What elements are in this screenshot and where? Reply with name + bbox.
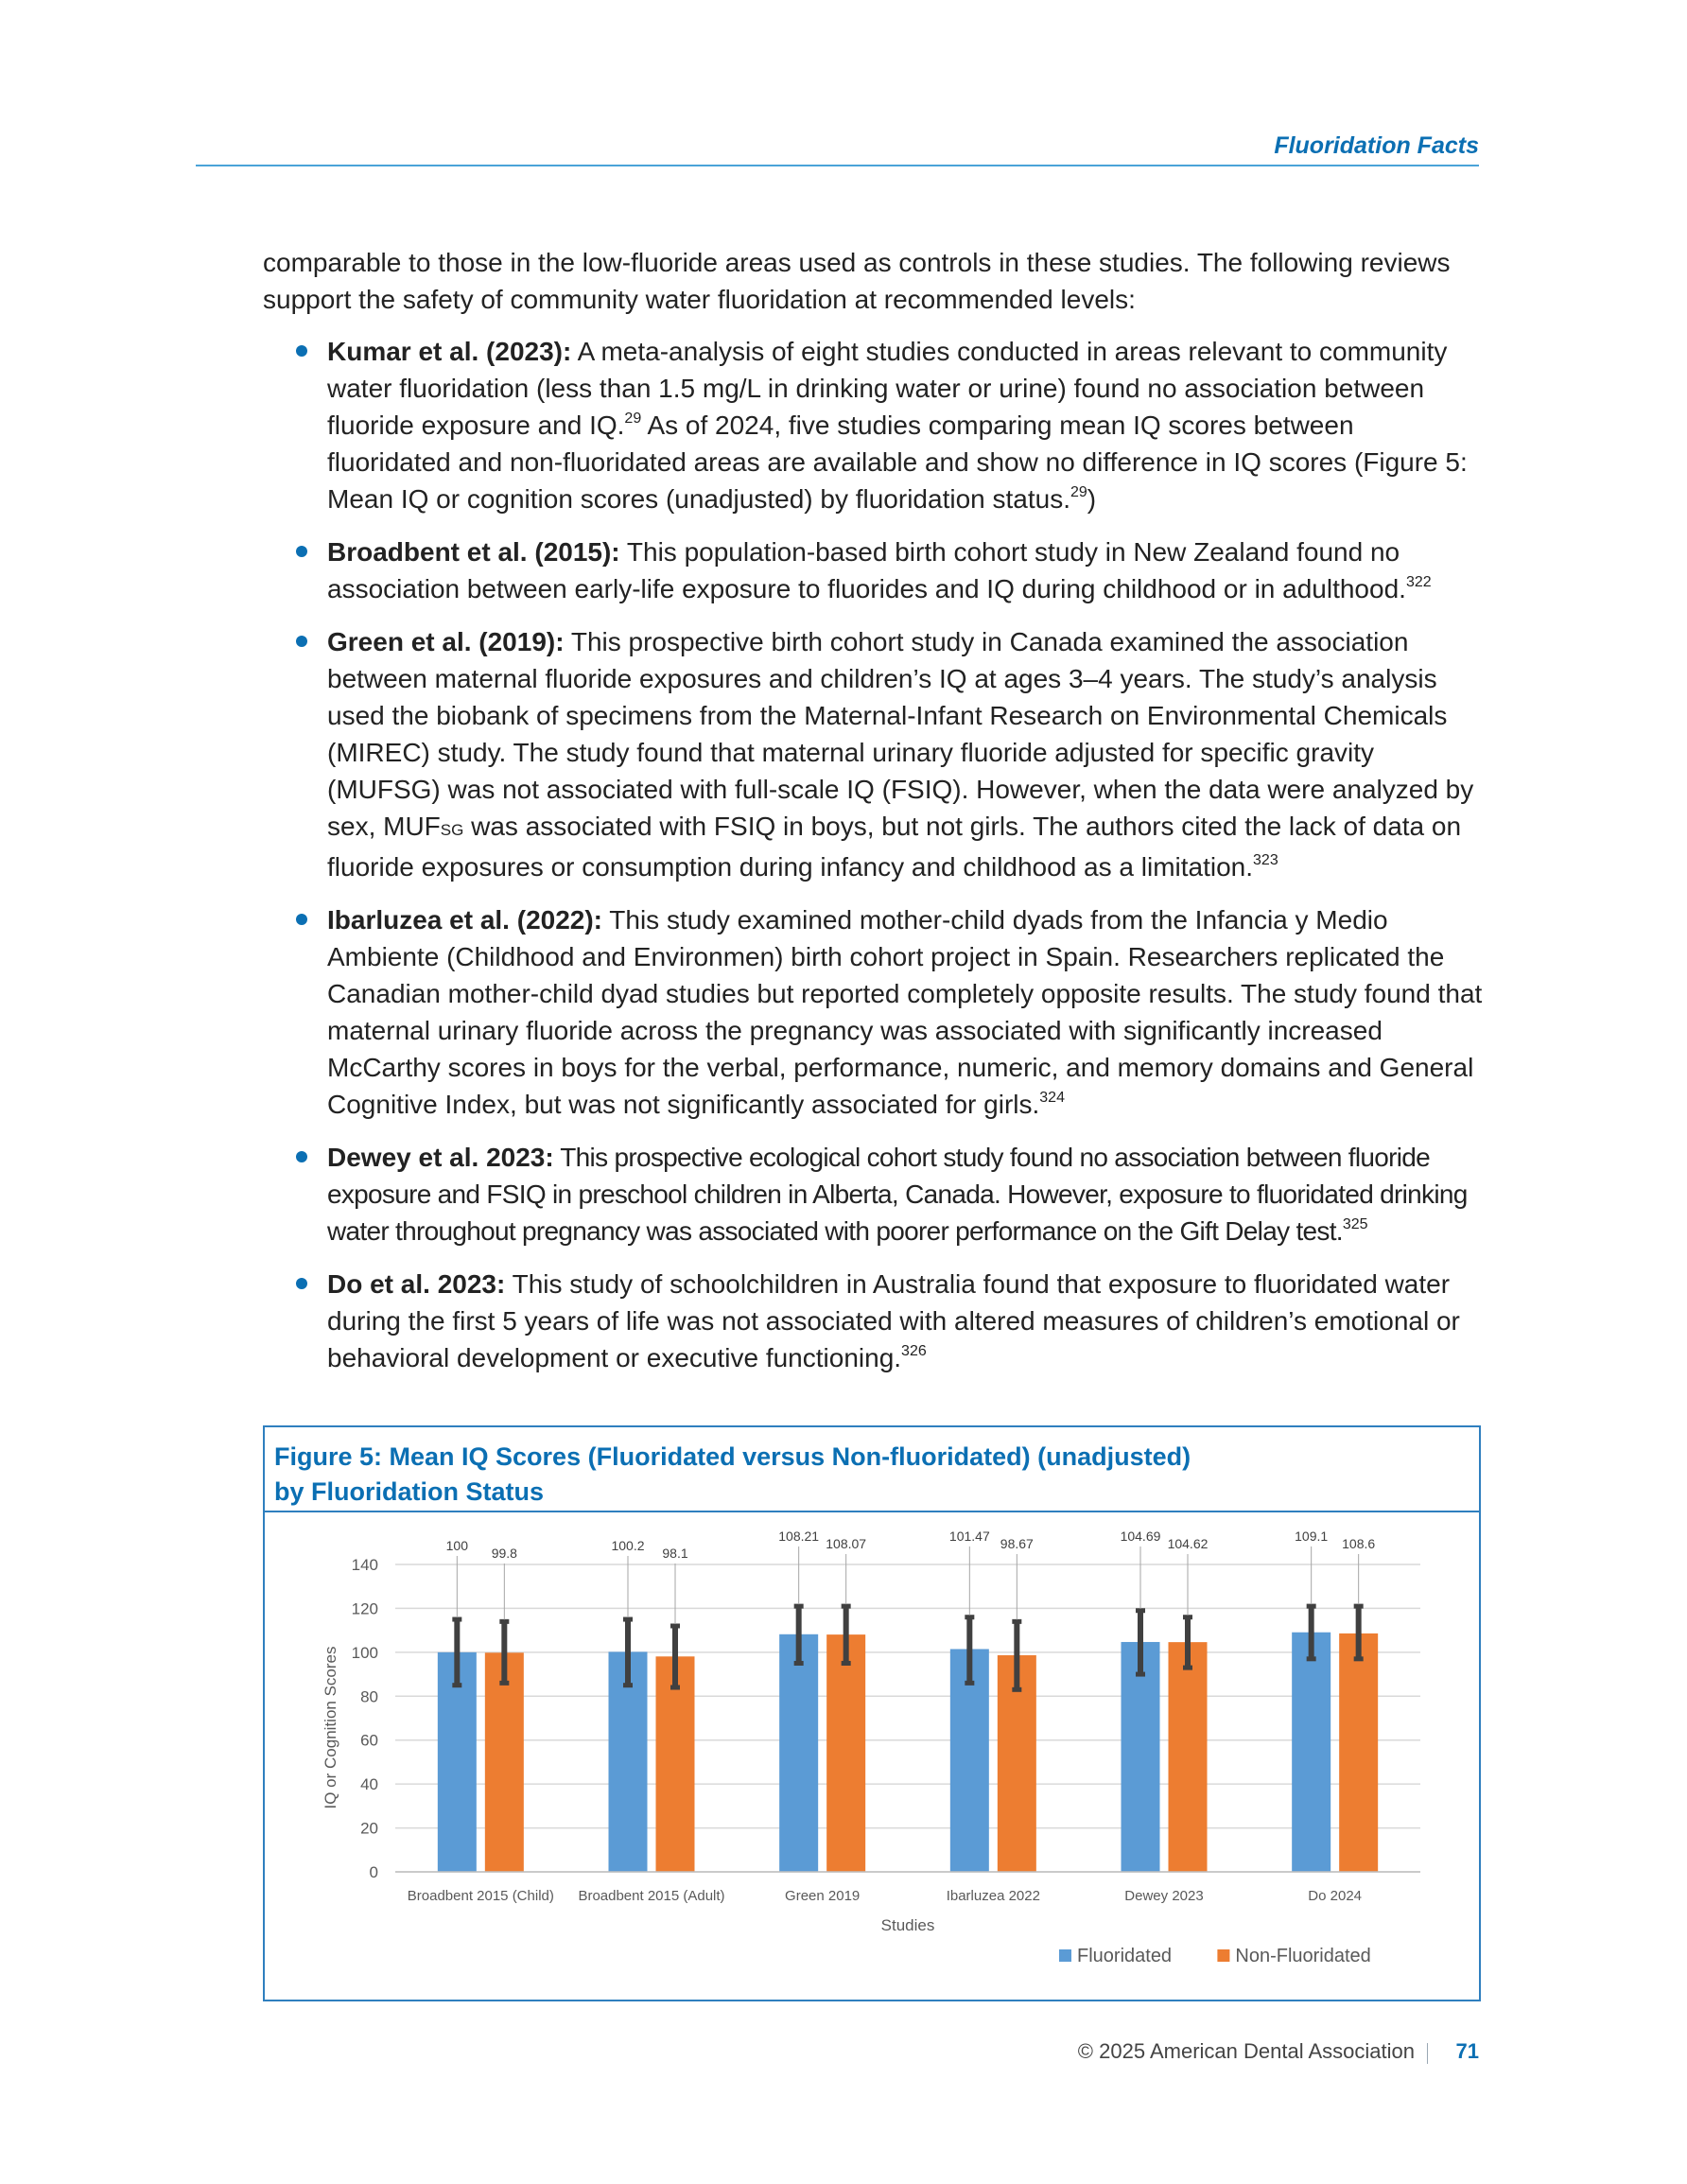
x-tick-label: Broadbent 2015 (Child): [407, 1888, 554, 1904]
bullet-icon: [296, 1278, 307, 1289]
review-text: was associated with FSIQ in boys, but not girls. The authors cited the lack of data on fluoride exposures or consumption during infancy and childhood as a limitation.: [327, 812, 1462, 882]
data-label: 99.8: [491, 1546, 517, 1561]
bar-fluoridated: [1292, 1633, 1330, 1872]
review-lead: Broadbent et al. (2015):: [327, 537, 620, 567]
bar-non-fluoridated: [1339, 1634, 1378, 1872]
review-text: A meta-analysis of eight studies conducted in areas relevant to community water fluoridation (less than 1.5 mg/L in drinking water or urine) found no association between fluoride exposure and IQ.: [327, 337, 1448, 440]
x-tick-label: Ibarluzea 2022: [946, 1888, 1040, 1904]
citation: 325: [1342, 1216, 1368, 1232]
y-tick-label: 120: [351, 1599, 378, 1618]
bar-non-fluoridated: [826, 1634, 865, 1872]
body-text: [263, 244, 1483, 1392]
review-lead: Ibarluzea et al. (2022):: [327, 905, 603, 935]
data-label: 108.21: [778, 1529, 820, 1544]
citation: 29: [624, 411, 642, 427]
data-label: 98.67: [1000, 1536, 1034, 1551]
bullet-icon: [296, 345, 307, 357]
y-tick-label: 80: [360, 1687, 378, 1706]
copyright: © 2025 American Dental Association: [1077, 2039, 1415, 2063]
figure-box: [263, 1425, 1481, 2001]
review-lead: Green et al. (2019):: [327, 627, 565, 656]
review-lead: Do et al. 2023:: [327, 1269, 506, 1299]
data-label: 104.69: [1120, 1529, 1161, 1544]
x-tick-label: Broadbent 2015 (Adult): [578, 1888, 725, 1904]
y-tick-label: 0: [369, 1863, 378, 1881]
review-lead: Dewey et al. 2023:: [327, 1143, 554, 1172]
list-item: [327, 623, 1483, 885]
list-item: [327, 1139, 1483, 1249]
data-label: 108.6: [1342, 1536, 1376, 1551]
review-text: This study examined mother-child dyads from the Infancia y Medio Ambiente (Childhood and Environmen) birth cohort project in Spain. Researchers replicated the Canadian mother-child dyad studies but reported completely opposite results. The study found that maternal urinary fluoride across the pregnancy was associated with significantly increased McCarthy scores in boys for the verbal, performance, numeric, and memory domains and General Cognitive Index, but was not significantly associated for girls.: [327, 905, 1483, 1119]
y-tick-label: 60: [360, 1731, 378, 1750]
list-item: [327, 1266, 1483, 1376]
legend-label: Fluoridated: [1077, 1946, 1173, 1966]
y-tick-label: 140: [351, 1556, 378, 1574]
bullet-icon: [296, 1151, 307, 1162]
page-number: 71: [1455, 2039, 1479, 2063]
list-item: [327, 333, 1483, 517]
data-label: 101.47: [948, 1529, 990, 1544]
bar-non-fluoridated: [485, 1652, 524, 1872]
data-label: 100.2: [611, 1538, 645, 1553]
running-head: Fluoridation Facts: [1274, 132, 1479, 159]
intro-paragraph: comparable to those in the low-fluoride areas used as controls in these studies. The following reviews support the safety of community water fluoridation at recommended levels:: [263, 248, 1451, 314]
x-tick-label: Do 2024: [1308, 1888, 1363, 1904]
review-text: This study of schoolchildren in Australia found that exposure to fluoridated water during the first 5 years of life was not associated with altered measures of children’s emotional or behavioral development or executive functioning.: [327, 1269, 1460, 1372]
bar-fluoridated: [779, 1634, 818, 1872]
citation: 323: [1253, 852, 1278, 868]
review-text: ): [1087, 484, 1097, 514]
data-label: 104.62: [1167, 1536, 1209, 1551]
x-tick-label: Green 2019: [785, 1888, 861, 1904]
citation: 322: [1405, 574, 1432, 590]
x-axis-label: Studies: [880, 1916, 935, 1934]
list-item: [327, 533, 1483, 607]
data-label: 108.07: [826, 1536, 867, 1551]
subscript-text: SG: [440, 821, 464, 839]
bullet-icon: [296, 546, 307, 557]
citation: 326: [901, 1343, 927, 1359]
review-lead: Kumar et al. (2023):: [327, 337, 572, 366]
bar-chart: [265, 1512, 1479, 1997]
header-rule: [196, 165, 1479, 166]
data-label: 109.1: [1295, 1529, 1329, 1544]
figure-title: [274, 1440, 1447, 1510]
review-text: As of 2024, five studies comparing mean IQ scores between fluoridated and non-fluoridated areas are available and show no difference in IQ scores (Figure 5: Mean IQ or cognition scores (unadjusted) by fluoridation status.: [327, 411, 1468, 514]
bullet-icon: [296, 914, 307, 925]
y-tick-label: 40: [360, 1775, 378, 1794]
review-text: This prospective birth cohort study in Canada examined the association between maternal fluoride exposures and children’s IQ at ages 3–4 years. The study’s analysis used the biobank of specimens from the Maternal-Infant Research on Environmental Chemicals (MIREC) study. The study found that maternal urinary fluoride adjusted for specific gravity (MUFSG) was not associated with full-scale IQ (FSIQ). However, when the data were analyzed by sex, MUF: [327, 627, 1474, 841]
figure-title-line: Figure 5: Mean IQ Scores (Fluoridated versus Non-fluoridated) (unadjusted): [274, 1442, 1191, 1471]
review-text: This population-based birth cohort study in New Zealand found no association between early-life exposure to fluorides and IQ during childhood or in adulthood.: [327, 537, 1406, 603]
legend-label: Non-Fluoridated: [1235, 1946, 1371, 1966]
figure-title-line: by Fluoridation Status: [274, 1477, 545, 1506]
bar-non-fluoridated: [1169, 1642, 1208, 1872]
legend-swatch: [1217, 1949, 1229, 1962]
legend-swatch: [1059, 1949, 1071, 1962]
y-tick-label: 20: [360, 1819, 378, 1838]
footer-divider: [1427, 2043, 1428, 2064]
y-tick-label: 100: [351, 1643, 378, 1662]
x-tick-label: Dewey 2023: [1124, 1888, 1204, 1904]
citation: 29: [1070, 484, 1087, 500]
review-list: [263, 333, 1483, 1376]
list-item: [327, 901, 1483, 1123]
data-label: 100: [445, 1538, 469, 1553]
data-label: 98.1: [662, 1546, 688, 1561]
review-text: This prospective ecological cohort study found no association between fluoride exposure and FSIQ in preschool children in Alberta, Canada. However, exposure to fluoridated drinking water throughout pregnancy was associated with poorer performance on the Gift Delay test.: [327, 1143, 1468, 1246]
citation: 324: [1039, 1090, 1065, 1106]
bullet-icon: [296, 636, 307, 647]
y-axis-label: IQ or Cognition Scores: [322, 1646, 339, 1809]
